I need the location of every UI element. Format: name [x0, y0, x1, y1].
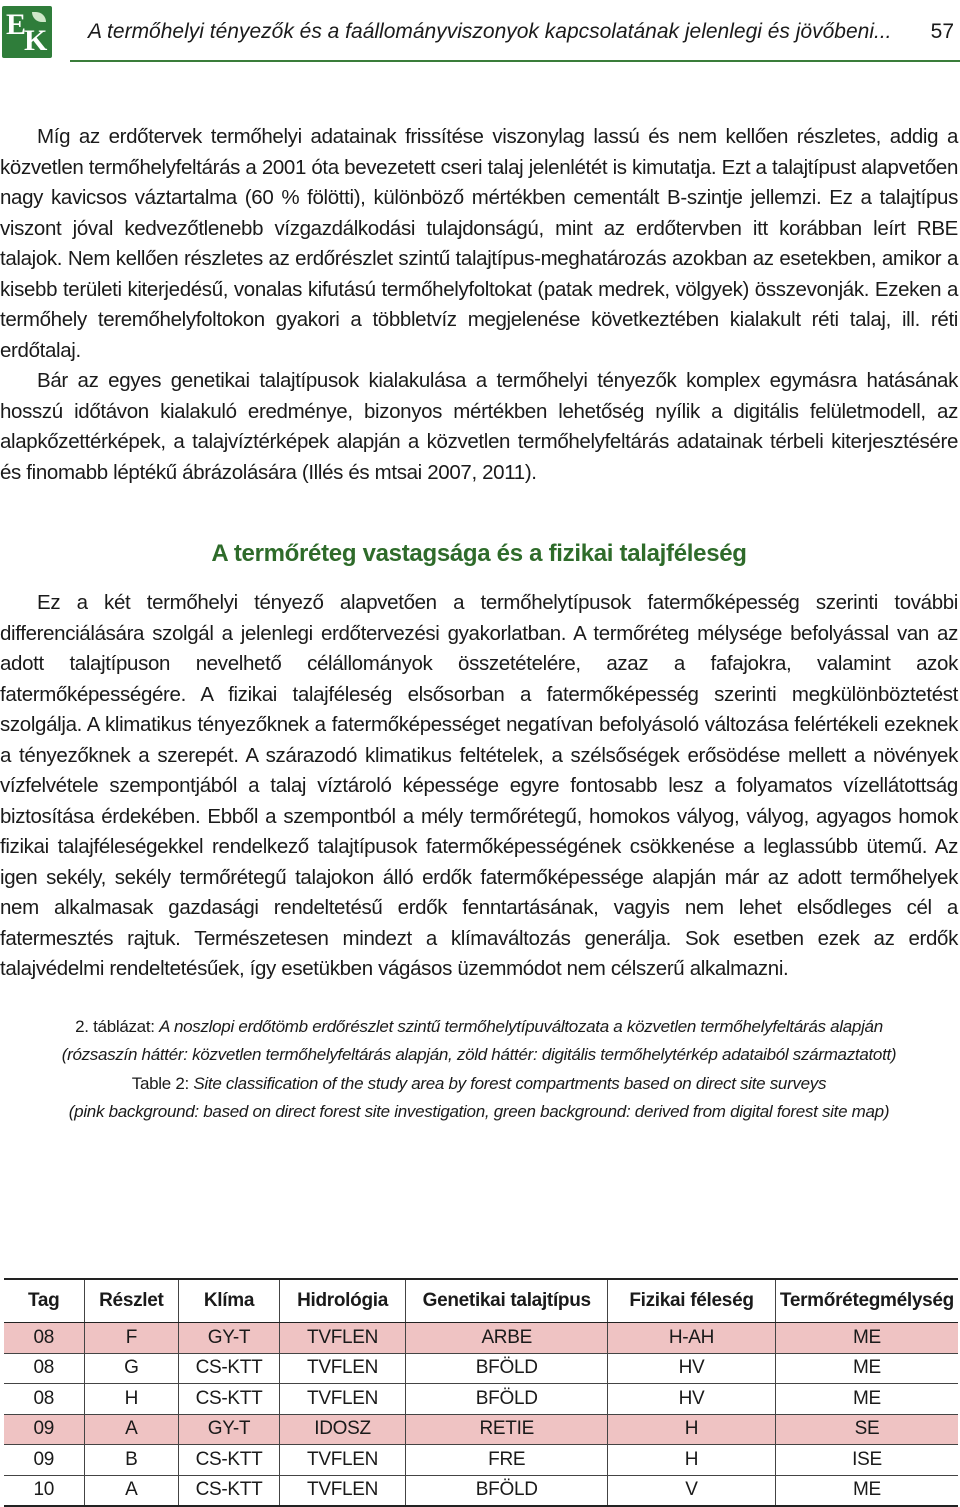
cell-melyseg: ME — [775, 1353, 958, 1384]
cell-reszlet: A — [84, 1475, 179, 1506]
caption-en-note: (pink background: based on direct forest site investigation, green background: derived from digital forest site map) — [68, 1102, 890, 1121]
header-hidrologia: Hidrológia — [279, 1279, 406, 1323]
cell-feleseg: H — [608, 1445, 776, 1476]
cell-hidrologia: TVFLEN — [279, 1323, 406, 1354]
cell-hidrologia: TVFLEN — [279, 1475, 406, 1506]
paragraph-1: Míg az erdőtervek termőhelyi adatainak frissítése viszonylag lassú és nem kellően részletes, addig a közvetlen termőhelyfeltárás a 2001 óta bevezetett cseri talaj jelenlétét is kimutatja. Ezt a talajtípust alapvetően nagy kavicsos váztartalma (60 % fölötti), különböző mértékben cementált B-szintje jellemzi. Ez a talajtípus viszont jóval kedvezőtlenebb vízgazdálkodási tulajdonságú, mint az erdőtervben itt korábban leírt RBE talajok. Nem kellően részletes az erdőrészlet szintű talajtípus-meghatározás azokban az esetekben, amikor a kisebb területi kiterjedésű, vonalas kifutású termőhelyfoltokat (patak medrek, völgyek) összevonják. Ezeken a termőhely teremőhelyfoltokon gyakori a többletvíz megjelenése következtében kialakult réti talaj, ill. réti erdőtalaj. — [0, 125, 958, 362]
header-reszlet: Részlet — [84, 1279, 179, 1323]
cell-talajtipus: RETIE — [406, 1414, 608, 1445]
cell-reszlet: H — [84, 1384, 179, 1415]
site-classification-table-wrap — [4, 1278, 958, 1507]
cell-tag: 10 — [4, 1475, 84, 1506]
caption-hu-label: 2. táblázat: — [75, 1016, 155, 1036]
cell-feleseg: H-AH — [608, 1323, 776, 1354]
journal-logo — [2, 6, 52, 58]
table-row — [4, 1475, 958, 1506]
cell-hidrologia: TVFLEN — [279, 1384, 406, 1415]
paragraph-3: Ez a két termőhelyi tényező alapvetően a termőhelytípusok fatermőképesség szerinti további differenciálására szolgál a jelenlegi erdőtervezési gyakorlatban. A termőréteg mélysége befolyással van az adott talajtípuson nevelhető célállományok összetételére, azaz a fafajokra, valamint azok fatermőképességére. A fizikai talajféleség elsősorban a fatermőképesség szerinti megkülönböztetést szolgálja. A klimatikus tényezőknek a fatermőképességet negatívan befolyásoló változása felértékeli ezeknek a tényezőknek a szerepét. A szárazodó klimatikus feltételek, a szélsőségek erősödése mellett a növények vízfelvétele szempontjából a talaj víztároló képessége egyre fontosabb lesz a folyamatos vízellátottság biztosítása érdekében. Ebből a szempontból a mély termőrétegű, homokos vályog, vályog, agyagos homok fizikai talajféleségekkel rendelkező talajtípusok fatermőképességének csökkenése a leglassúbb ütemű. Az igen sekély, sekély termőrétegű talajokon álló erdők fatermőképessége alapján már az adott termőhelyek nem alkalmasak gazdasági rendeltetésű erdők fenntartásának, vagyis nem lehet elsődleges cél a fatermesztés rajtuk. Természetesen mindezt a klímaváltozás generálja. Sok esetben ezek az erdők talajvédelmi rendeltetésűek, így esetükben vágásos üzemmódot nem célszerű alkalmazni. — [0, 591, 958, 980]
cell-melyseg: SE — [775, 1414, 958, 1445]
table-caption — [0, 1013, 958, 1127]
cell-klima: CS-KTT — [179, 1445, 279, 1476]
cell-reszlet: A — [84, 1414, 179, 1445]
cell-hidrologia: TVFLEN — [279, 1445, 406, 1476]
cell-reszlet: B — [84, 1445, 179, 1476]
cell-hidrologia: TVFLEN — [279, 1353, 406, 1384]
cell-reszlet: F — [84, 1323, 179, 1354]
logo-letter-k: K — [24, 24, 48, 57]
cell-talajtipus: BFÖLD — [406, 1475, 608, 1506]
cell-talajtipus: BFÖLD — [406, 1353, 608, 1384]
cell-feleseg: HV — [608, 1353, 776, 1384]
cell-melyseg: ME — [775, 1384, 958, 1415]
cell-hidrologia: IDOSZ — [279, 1414, 406, 1445]
caption-en-line — [0, 1070, 958, 1099]
table-row — [4, 1384, 958, 1415]
page-body — [0, 122, 958, 1127]
cell-talajtipus: FRE — [406, 1445, 608, 1476]
cell-klima: CS-KTT — [179, 1384, 279, 1415]
cell-melyseg: ME — [775, 1323, 958, 1354]
cell-tag: 09 — [4, 1414, 84, 1445]
page-number: 57 — [930, 20, 954, 43]
header-termoretegmelyseg: Termőrétegmélység — [775, 1279, 958, 1323]
site-classification-table — [4, 1278, 958, 1507]
logo-letter-e: E — [6, 8, 27, 41]
header-klima: Klíma — [179, 1279, 279, 1323]
table-header-row — [4, 1279, 958, 1323]
section-title: A termőréteg vastagsága és a fizikai talajféleség — [211, 540, 747, 567]
header-rule — [70, 60, 960, 62]
cell-reszlet: G — [84, 1353, 179, 1384]
cell-klima: GY-T — [179, 1323, 279, 1354]
cell-feleseg: H — [608, 1414, 776, 1445]
caption-hu-line — [0, 1013, 958, 1042]
header-tag: Tag — [4, 1279, 84, 1323]
page-header — [0, 0, 960, 64]
paragraph-2: Bár az egyes genetikai talajtípusok kialakulása a termőhelyi tényezők komplex egymásra hatásának hosszú időtávon kialakuló eredménye, bizonyos mértékben lehetőség nyílik a digitális felületmodell, az alapkőzettérképek, a talajvíztérképek alapján a közvetlen termőhelyfeltárás adatainak térbeli kiterjesztésére és finomabb léptékű ábrázolására (Illés és mtsai 2007, 2011). — [0, 369, 958, 484]
cell-feleseg: V — [608, 1475, 776, 1506]
cell-melyseg: ISE — [775, 1445, 958, 1476]
header-fizikai-feleseg: Fizikai féleség — [608, 1279, 776, 1323]
caption-hu-title: A noszlopi erdőtömb erdőrészlet szintű termőhelytípuváltozata a közvetlen termőhelyfeltárás alapján — [159, 1016, 883, 1036]
table-row — [4, 1445, 958, 1476]
table-row — [4, 1414, 958, 1445]
caption-en-title: Site classification of the study area by forest compartments based on direct site surveys — [193, 1073, 827, 1093]
leaf-icon — [32, 12, 46, 22]
cell-tag: 08 — [4, 1353, 84, 1384]
cell-talajtipus: BFÖLD — [406, 1384, 608, 1415]
cell-feleseg: HV — [608, 1384, 776, 1415]
cell-klima: CS-KTT — [179, 1475, 279, 1506]
header-genetikai-talajtipus: Genetikai talajtípus — [406, 1279, 608, 1323]
cell-talajtipus: ARBE — [406, 1323, 608, 1354]
cell-klima: CS-KTT — [179, 1353, 279, 1384]
caption-hu-note: (rózsaszín háttér: közvetlen termőhelyfeltárás alapján, zöld háttér: digitális termőhelytérkép adataiból származtatott) — [61, 1045, 897, 1064]
table-row — [4, 1323, 958, 1354]
cell-tag: 08 — [4, 1384, 84, 1415]
caption-en-label: Table 2: — [131, 1073, 189, 1093]
cell-tag: 09 — [4, 1445, 84, 1476]
cell-melyseg: ME — [775, 1475, 958, 1506]
table-row — [4, 1353, 958, 1384]
cell-klima: GY-T — [179, 1414, 279, 1445]
cell-tag: 08 — [4, 1323, 84, 1354]
running-title: A termőhelyi tényezők és a faállományviszonyok kapcsolatának jelenlegi és jövőbeni... — [88, 20, 892, 43]
